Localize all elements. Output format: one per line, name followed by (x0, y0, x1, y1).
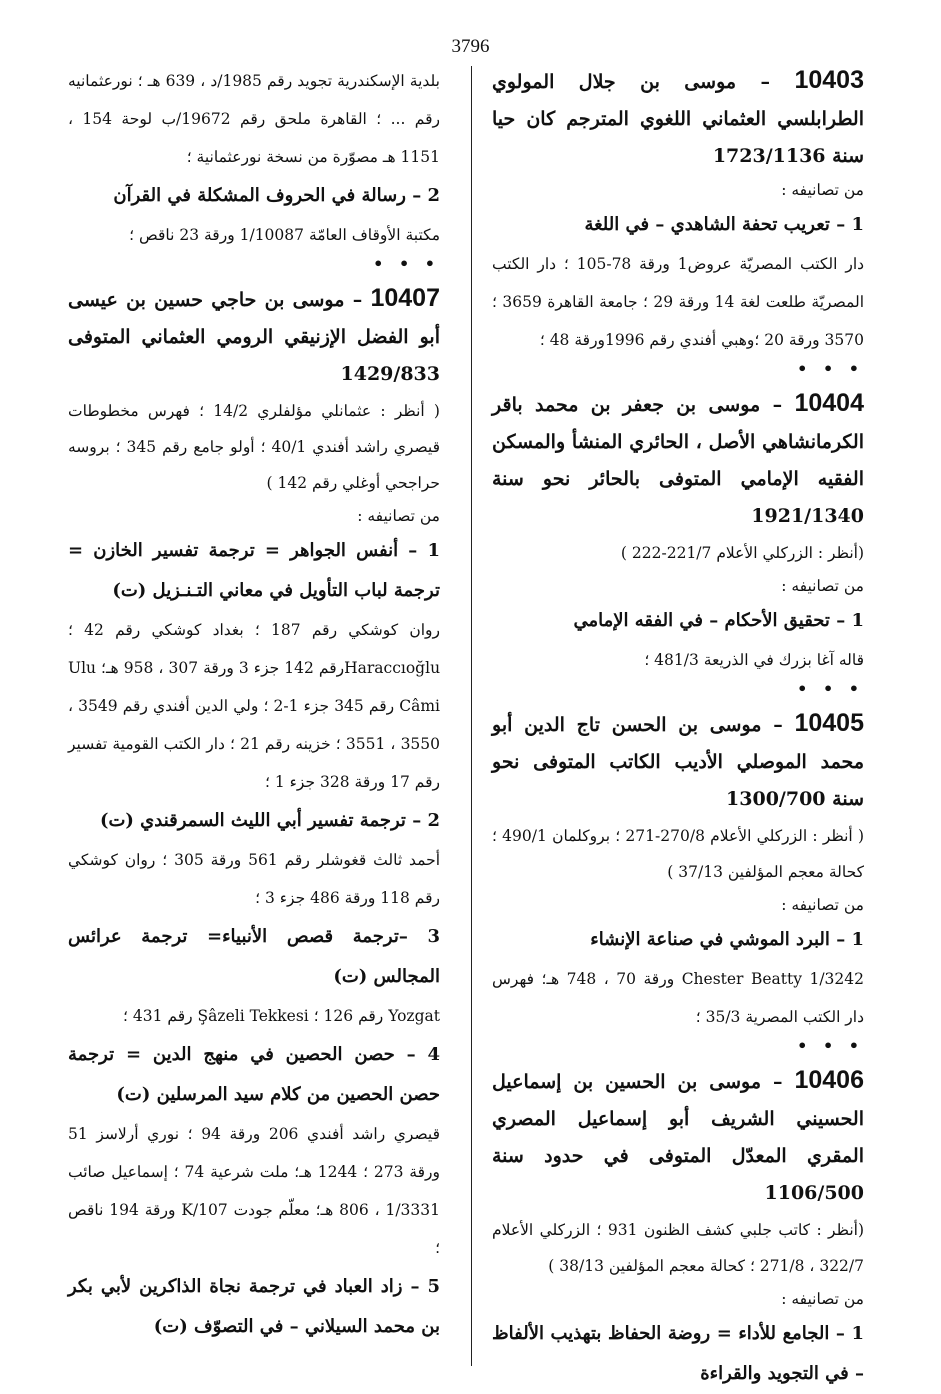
references: (أنظر : كاتب جلبي كشف الظنون 931 ؛ الزركلي الأعلام 322/7 ، 271/8 ؛ كحالة معجم المؤلفين 38/13 ) (492, 1221, 864, 1275)
manuscript-list: روان كوشكي رقم 187 ؛ بغداد كوشكي رقم 42 ؛ Haraccıoğluرقم 142 جزء 3 ورقة 307 ، 958 هـ؛ Ulu Câmi رقم 345 جزء 1-2 ؛ ولي الدين أفندي رقم 3549 ، 3550 ، 3551 ؛ خزينه رقم 21 ؛ دار الكتب القومية تفسير رقم 17 ورقة 328 جزء 1 ؛ (68, 621, 441, 791)
entry-separator: • • • (373, 254, 440, 273)
work-title: 1 – تعريب تحفة الشاهدي – في اللغة (584, 214, 864, 235)
work-title: 5 – زاد العباد في ترجمة نجاة الذاكرين لأبي بكر بن محمد السيلاني – في التصوّف (ت) (68, 1276, 440, 1337)
works-label: من تصانيفه : (781, 181, 864, 199)
work-title: 1 – أنفس الجواهر = ترجمة تفسير الخازن = ترجمة لباب التأويل في معاني التـنـزيل (ت) (68, 540, 440, 601)
manuscript-list: قيصري راشد أفندي 206 ورقة 94 ؛ نوري أرلاسز 51 ورقة 273 ؛ 1244 هـ؛ ملت شرعية 74 ؛ إسماعيل صائب 1/3331 ، 806 هـ؛ معلّم جودت 107/K ورقة 194 ناقص ؛ (68, 1125, 441, 1257)
work-title: 1 – البرد الموشي في صناعة الإنشاء (590, 929, 864, 950)
work-title: 3 –ترجمة قصص الأنبياء= ترجمة عرائس المجالس (ت) (68, 926, 440, 987)
entry-10406-heading (492, 1062, 864, 1212)
left-column (68, 62, 440, 1347)
entry-separator: • • • (797, 1036, 864, 1055)
work-title: 2 – ترجمة تفسير أبي الليث السمرقندي (ت) (99, 810, 440, 831)
entry-10405-heading (492, 705, 864, 818)
manuscript-list-continued: بلدية الإسكندرية تجويد رقم 1985/د ، 639 هـ ؛ نورعثمانيه رقم ... ؛ القاهرة ملحق رقم 19672/ب لوحة 154 ، 1151 هـ مصوّرة من نسخة نورعثمانية ؛ (68, 72, 440, 166)
references: ( أنظر : الزركلي الأعلام 270/8-271 ؛ بروكلمان 490/1 ؛ كحالة معجم المؤلفين 37/13 ) (492, 827, 865, 881)
right-column (492, 62, 864, 1394)
entry-title: – موسى بن حاجي حسين بن عيسى أبو الفضل الإزنيقي الرومي العثماني المتوفى 1429/833 (68, 289, 440, 385)
work-title: 1 – الجامع للأداء = روضة الحفاظ بتهذيب الألفاظ – في التجويد والقراءة (492, 1323, 864, 1384)
entry-number: 10404 (794, 389, 864, 417)
manuscript-list: Yozgat رقم 126 ؛ Şâzeli Tekkesi رقم 431 ؛ (123, 1007, 440, 1025)
works-label: من تصانيفه : (357, 507, 440, 525)
entry-title: – موسى بن الحسين بن إسماعيل الحسيني الشريف أبو إسماعيل المصري المقري المعدّل المتوفى في حدود سنة 1106/500 (492, 1071, 864, 1204)
entry-10407-heading (68, 280, 440, 393)
entry-10403-heading (492, 62, 864, 175)
manuscript-list: مكتبة الأوقاف العامّة 1/10087 ورقة 23 ناقص ؛ (129, 226, 440, 244)
manuscript-list: قاله آغا بزرك في الذريعة 481/3 ؛ (644, 651, 864, 669)
entry-separator: • • • (797, 679, 864, 698)
works-label: من تصانيفه : (781, 896, 864, 914)
works-label: من تصانيفه : (781, 1290, 864, 1308)
page-number: 3796 (451, 36, 490, 57)
entry-10404-heading (492, 385, 864, 535)
entry-separator: • • • (797, 359, 864, 378)
entry-title: – موسى بن جلال المولوي الطرابلسي العثماني اللغوي المترجم كان حيا سنة 1723/1136 (492, 71, 864, 167)
references: ( أنظر : عثمانلي مؤلفلري 14/2 ؛ فهرس مخطوطات قيصري راشد أفندي 40/1 ؛ أولو جامع رقم 345 ؛ بروسه حراجحي أوغلي رقم 142 ) (68, 402, 440, 492)
entry-number: 10406 (794, 1066, 864, 1094)
manuscript-list: Chester Beatty 1/3242 ورقة 70 ، 748 هـ؛ فهرس دار الكتب المصرية 35/3 ؛ (492, 970, 865, 1026)
work-title: 4 – حصن الحصين في منهج الدين = ترجمة حصن الحصين من كلام سيد المرسلين (ت) (68, 1044, 440, 1105)
manuscript-list: أحمد ثالث قغوشلر رقم 561 ورقة 305 ؛ روان كوشكي رقم 118 ورقة 486 جزء 3 ؛ (68, 851, 440, 907)
references: (أنظر : الزركلي الأعلام 221/7-222 ) (620, 544, 864, 562)
work-title: 2 – رسالة في الحروف المشكلة في القرآن (113, 185, 440, 206)
entry-number: 10403 (794, 66, 864, 94)
manuscript-list: دار الكتب المصريّة عروض1 ورقة 78-105 ؛ دار الكتب المصريّة طلعت لغة 14 ورقة 29 ؛ جامعة القاهرة 3659 ؛ 3570 ورقة 20 ؛وهبي أفندي رقم 1996ورقة 48 ؛ (492, 255, 865, 349)
entry-number: 10407 (370, 284, 440, 312)
entry-title: – موسى بن جعفر بن محمد باقر الكرمانشاهي الأصل ، الحائري المنشأ والمسكن الفقيه الإمامي المتوفى بالحائر نحو سنة 1921/1340 (492, 394, 864, 527)
work-title: 1 – تحقيق الأحكام – في الفقه الإمامي (573, 610, 864, 631)
entry-number: 10405 (794, 709, 864, 737)
entry-title: – موسى بن الحسن تاج الدين أبو محمد الموصلي الأديب الكاتب المتوفى نحو سنة 1300/700 (492, 714, 864, 810)
works-label: من تصانيفه : (781, 577, 864, 595)
column-divider (471, 66, 472, 1366)
